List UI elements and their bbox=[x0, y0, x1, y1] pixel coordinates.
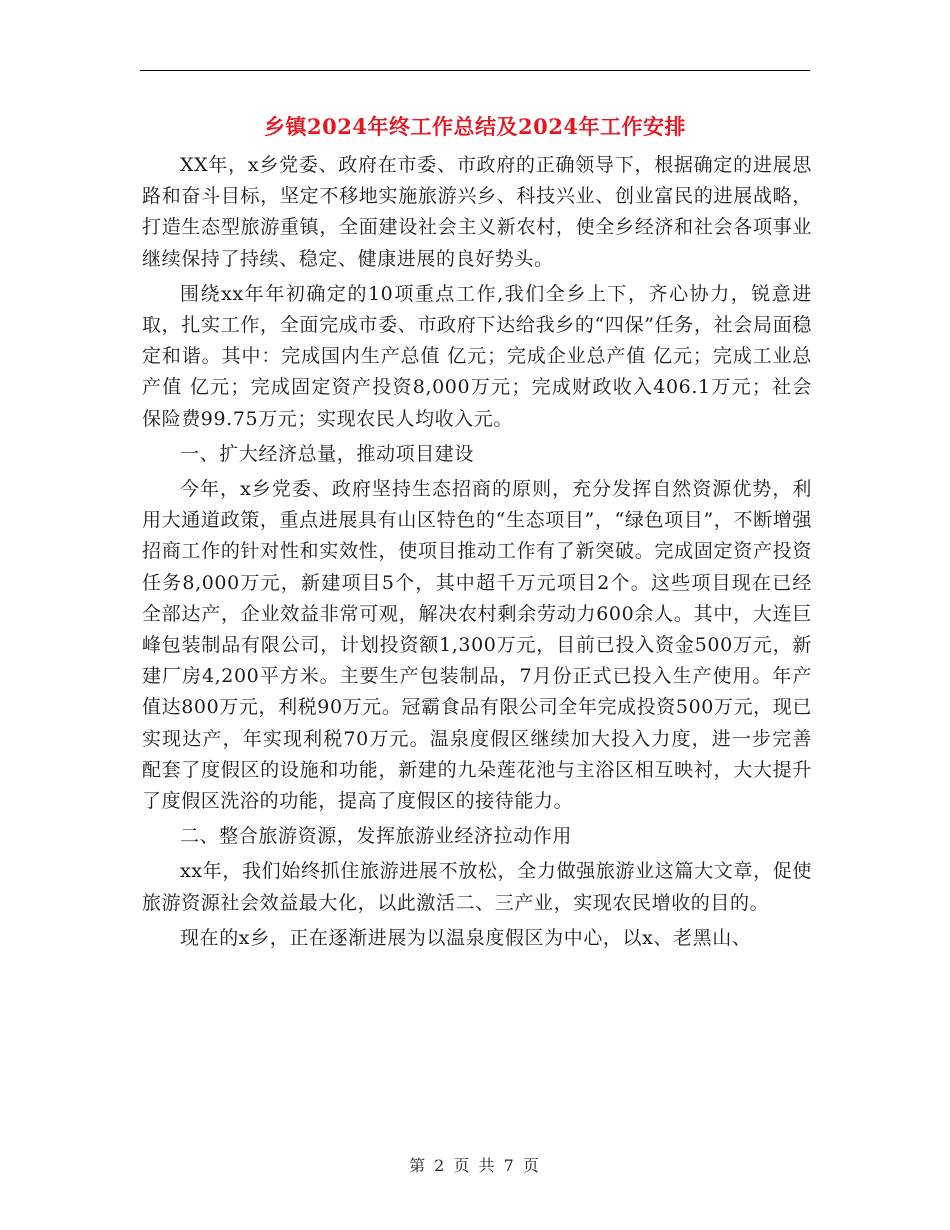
header-rule bbox=[140, 70, 810, 71]
paragraph-key-tasks: 围绕xx年年初确定的10项重点工作,我们全乡上下，齐心协力，锐意进取，扎实工作，全面完成市委、市政府下达给我乡的“四保”任务，社会局面稳定和谐。其中：完成国内生产总值 亿元；完成企业总产值 亿元；完成工业总产值 亿元；完成固定资产投资8,000万元；完成财政收入406.1万元；社会保险费99.75万元；实现农民人均收入元。 bbox=[142, 282, 812, 430]
paragraph-current: 现在的x乡，正在逐渐进展为以温泉度假区为中心，以x、老黑山、 bbox=[180, 926, 752, 949]
document-body bbox=[142, 150, 812, 958]
page-number: 第 2 页 共 7 页 bbox=[409, 1156, 541, 1175]
document-title: 乡镇2024年终工作总结及2024年工作安排 bbox=[264, 114, 686, 139]
paragraph-projects: 今年，x乡党委、政府坚持生态招商的原则，充分发挥自然资源优势，利用大通道政策，重点进展具有山区特色的“生态项目”，“绿色项目”，不断增强招商工作的针对性和实效性，使项目推动工作有了新突破。完成固定资产投资任务8,000万元，新建项目5个，其中超千万元项目2个。这些项目现在已经全部达产，企业效益非常可观，解决农村剩余劳动力600余人。其中，大连巨峰包装制品有限公司，计划投资额1,300万元，目前已投入资金500万元，新建厂房4,200平方米。主要生产包装制品，7月份正式已投入生产使用。年产值达800万元，利税90万元。冠霸食品有限公司全年完成投资500万元，现已实现达产，年实现利税70万元。温泉度假区继续加大投入力度，进一步完善配套了度假区的设施和功能，新建的九朵莲花池与主浴区相互映衬，大大提升了度假区洗浴的功能，提高了度假区的接待能力。 bbox=[142, 478, 812, 813]
paragraph-intro: XX年，x乡党委、政府在市委、市政府的正确领导下，根据确定的进展思路和奋斗目标，坚定不移地实施旅游兴乡、科技兴业、创业富民的进展战略，打造生态型旅游重镇，全面建设社会主义新农村，使全乡经济和社会各项事业继续保持了持续、稳定、健康进展的良好势头。 bbox=[142, 154, 812, 270]
paragraph-tourism: xx年，我们始终抓住旅游进展不放松，全力做强旅游业这篇大文章，促使旅游资源社会效益最大化，以此激活二、三产业，实现农民增收的目的。 bbox=[142, 860, 812, 914]
section-heading-economy: 一、扩大经济总量，推动项目建设 bbox=[180, 442, 475, 465]
section-heading-tourism: 二、整合旅游资源，发挥旅游业经济拉动作用 bbox=[180, 825, 573, 848]
